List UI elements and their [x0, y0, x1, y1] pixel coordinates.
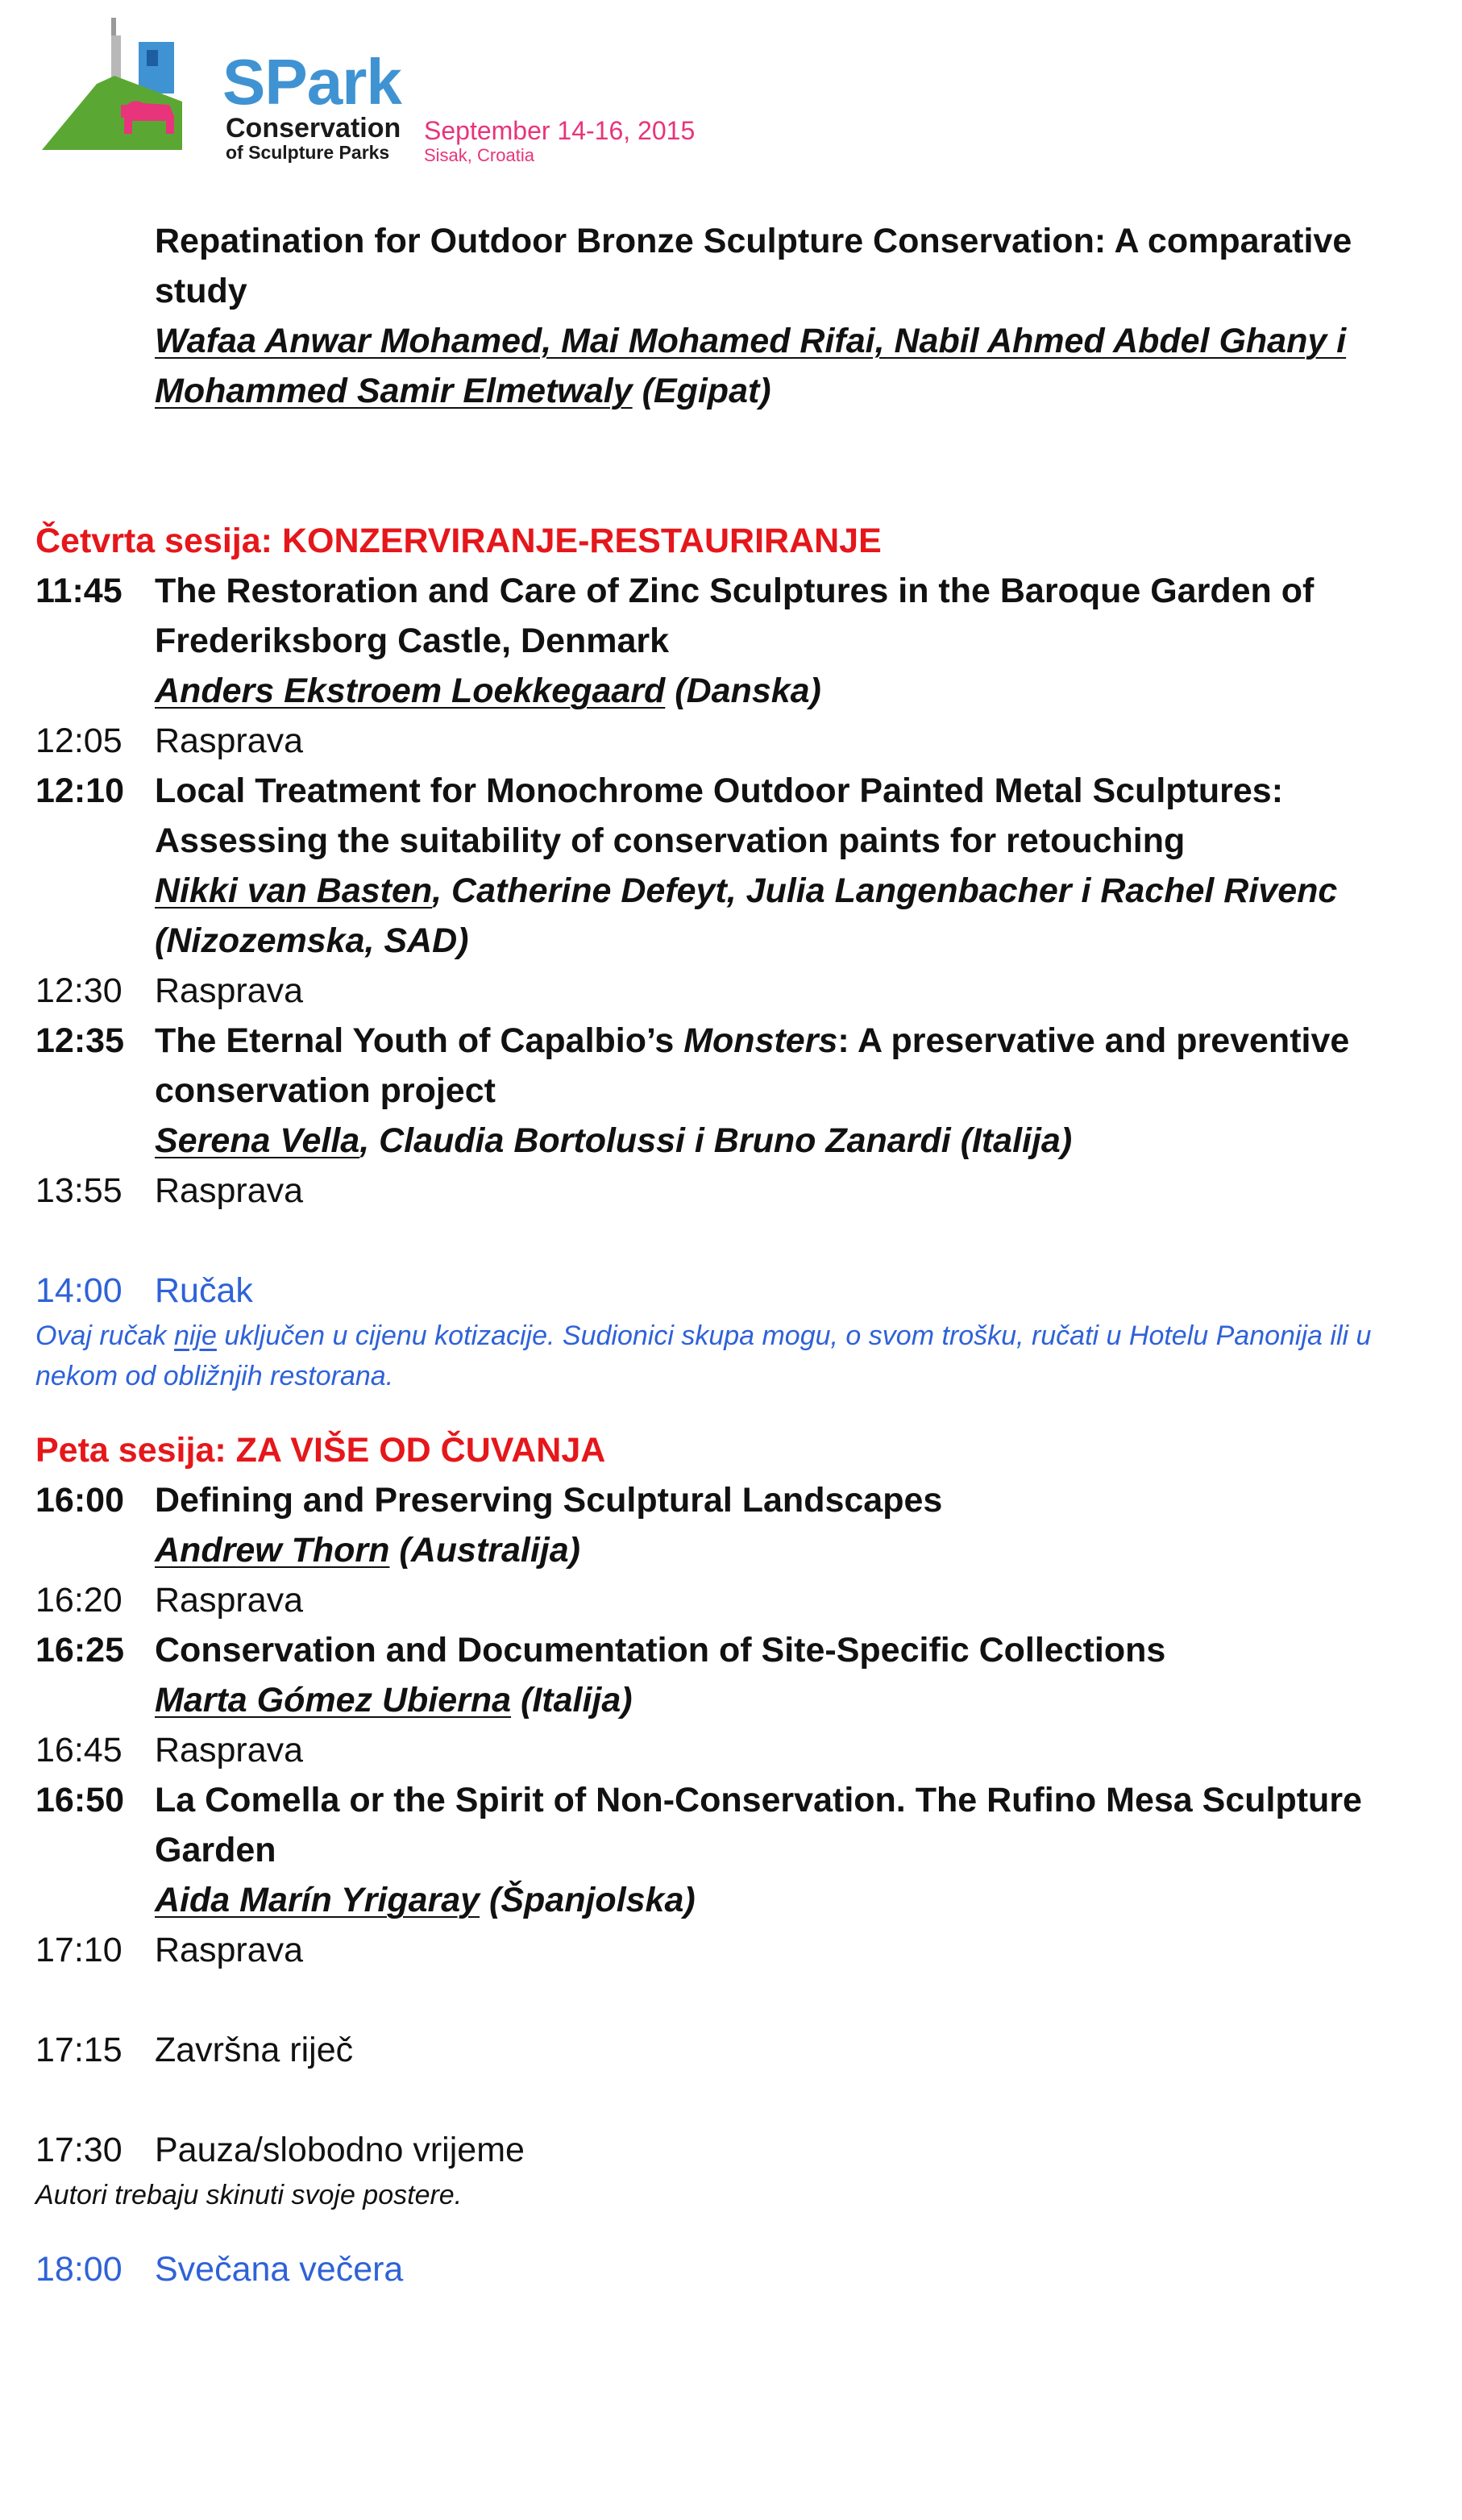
talk-item — [35, 1775, 1438, 1925]
talk-title: The Eternal Youth of Capalbio’s Monsters: A preservative and preventive conservation project — [155, 1021, 1350, 1110]
discussion-item — [35, 1925, 1438, 1975]
talk-carryover — [35, 216, 1438, 416]
presenter-name: Aida Marín Yrigaray — [155, 1881, 480, 1919]
talk-title: Local Treatment for Monochrome Outdoor Painted Metal Sculptures: Assessing the suitability of conservation paints for retouching — [155, 771, 1284, 860]
brand-subtitle-line2: of Sculpture Parks — [226, 142, 390, 163]
talk-item — [35, 1016, 1438, 1166]
presenter-name: Wafaa Anwar Mohamed, Mai Mohamed Rifai, Nabil Ahmed Abdel Ghany i Mohammed Samir Elmetwaly — [155, 322, 1347, 410]
brand-subtitle-line1: Conservation — [226, 113, 401, 143]
discussion-time: 12:30 — [35, 971, 123, 1010]
dinner-item — [35, 2244, 1438, 2294]
discussion-label: Rasprava — [155, 1931, 304, 1969]
discussion-label: Rasprava — [155, 1581, 304, 1620]
talk-time: 11:45 — [35, 572, 123, 610]
dinner-time: 18:00 — [35, 2250, 123, 2289]
talk-item — [35, 1625, 1438, 1725]
presenter-name: Marta Gómez Ubierna — [155, 1681, 512, 1720]
talk-title: Repatination for Outdoor Bronze Sculpture Conservation: A comparative study — [155, 222, 1352, 310]
brand-name: SPark — [222, 46, 401, 118]
discussion-label: Rasprava — [155, 721, 304, 760]
break-label: Pauza/slobodno vrijeme — [155, 2131, 525, 2169]
break-time: 17:30 — [35, 2131, 123, 2169]
talk-authors — [155, 1675, 1438, 1725]
talk-item — [35, 566, 1438, 716]
talk-authors — [155, 316, 1438, 416]
talk-coauthors: , Catherine Defeyt, Julia Langenbacher i Rachel Rivenc (Nizozemska, SAD) — [155, 871, 1338, 960]
event-place: Sisak, Croatia — [424, 145, 534, 165]
discussion-time: 16:20 — [35, 1581, 123, 1620]
talk-title: La Comella or the Spirit of Non-Conservation. The Rufino Mesa Sculpture Garden — [155, 1781, 1362, 1869]
session-heading-4 — [35, 516, 1438, 566]
talk-item — [35, 766, 1438, 966]
talk-authors — [155, 666, 1438, 716]
discussion-item — [35, 966, 1438, 1016]
talk-authors — [155, 1525, 1438, 1575]
event-date: September 14-16, 2015 — [424, 116, 696, 145]
discussion-label: Rasprava — [155, 1171, 304, 1210]
dinner-label: Svečana večera — [155, 2250, 404, 2289]
talk-time: 16:50 — [35, 1781, 124, 1819]
talk-title: Conservation and Documentation of Site-Specific Collections — [155, 1631, 1166, 1670]
talk-country: (Italija) — [511, 1681, 633, 1720]
talk-authors — [155, 1116, 1438, 1166]
talk-coauthors: (Danska) — [665, 672, 821, 710]
presenter-name: Serena Vella — [155, 1121, 360, 1160]
break-note: Autori trebaju skinuti svoje postere. — [35, 2180, 463, 2210]
lunch-time: 14:00 — [35, 1271, 123, 1310]
session-label: Peta sesija: — [35, 1431, 236, 1470]
conference-logo — [40, 15, 766, 168]
sculpture-park-logo-icon — [40, 15, 234, 168]
closing-item — [35, 2025, 1438, 2075]
talk-time: 12:35 — [35, 1021, 124, 1060]
discussion-item — [35, 1166, 1438, 1216]
lunch-item — [35, 1266, 1438, 1316]
session-label: Četvrta sesija: — [35, 522, 282, 560]
talk-title: Defining and Preserving Sculptural Landscapes — [155, 1481, 943, 1520]
presenter-name: Nikki van Basten — [155, 871, 433, 910]
talk-country: (Španjolska) — [480, 1881, 696, 1919]
discussion-time: 16:45 — [35, 1731, 123, 1769]
discussion-label: Rasprava — [155, 971, 304, 1010]
discussion-item — [35, 1575, 1438, 1625]
discussion-time: 17:10 — [35, 1931, 123, 1969]
programme — [35, 216, 1438, 2294]
discussion-time: 13:55 — [35, 1171, 123, 1210]
session-name: KONZERVIRANJE-RESTAURIRANJE — [281, 522, 882, 560]
closing-time: 17:15 — [35, 2031, 123, 2069]
talk-country: (Egipat) — [632, 372, 771, 410]
talk-item — [35, 1475, 1438, 1575]
session-heading-5 — [35, 1425, 1438, 1475]
discussion-label: Rasprava — [155, 1731, 304, 1769]
talk-title: The Restoration and Care of Zinc Sculptures in the Baroque Garden of Frederiksborg Castle, Denmark — [155, 572, 1315, 660]
talk-time: 16:00 — [35, 1481, 124, 1520]
talk-authors — [155, 866, 1438, 966]
lunch-label: Ručak — [155, 1271, 253, 1310]
lunch-note: Ovaj ručak nije uključen u cijenu kotizacije. Sudionici skupa mogu, o svom trošku, ručati u Hotelu Panonija ili u nekom od obližnjih restorana. — [35, 1320, 1372, 1391]
talk-country: (Australija) — [389, 1531, 580, 1570]
break-item — [35, 2125, 1438, 2175]
discussion-item — [35, 716, 1438, 766]
presenter-name: Anders Ekstroem Loekkegaard — [155, 672, 666, 710]
talk-time: 16:25 — [35, 1631, 124, 1670]
presenter-name: Andrew Thorn — [155, 1531, 390, 1570]
discussion-time: 12:05 — [35, 721, 123, 760]
session-name: ZA VIŠE OD ČUVANJA — [235, 1431, 606, 1470]
talk-coauthors: , Claudia Bortolussi i Bruno Zanardi (Italija) — [359, 1121, 1073, 1160]
talk-authors — [155, 1875, 1438, 1925]
discussion-item — [35, 1725, 1438, 1775]
talk-time: 12:10 — [35, 771, 124, 810]
closing-label: Završna riječ — [155, 2031, 354, 2069]
